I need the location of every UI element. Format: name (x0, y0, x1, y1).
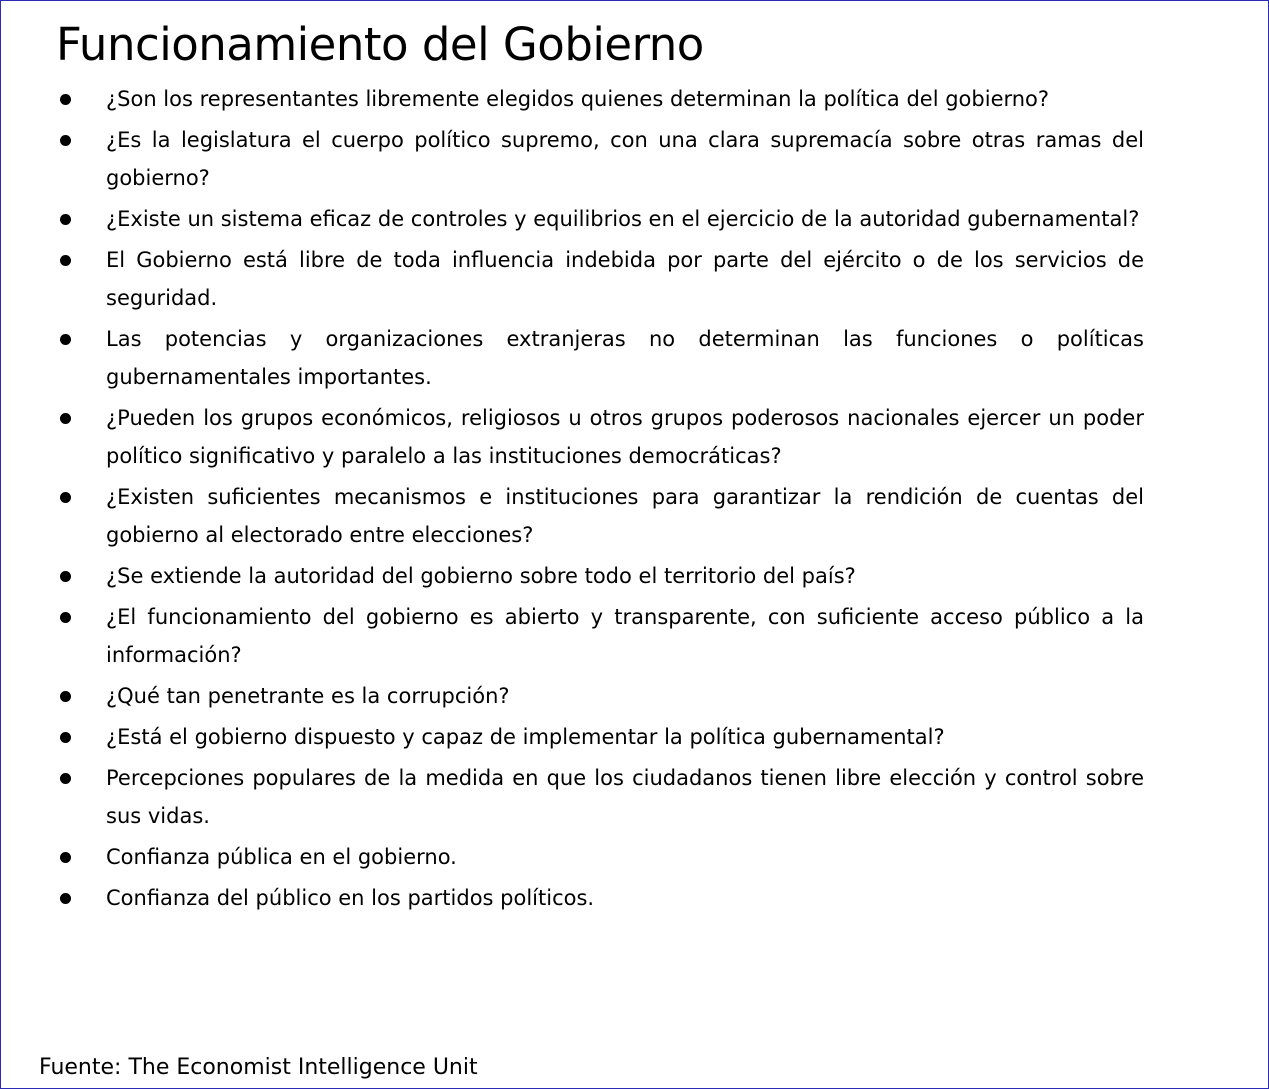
bullet-icon (60, 135, 71, 146)
bullet-icon (60, 214, 71, 225)
list-item (56, 838, 1144, 876)
list-item-text: Confianza pública en el gobierno. (106, 845, 457, 869)
list-item-text: ¿Se extiende la autoridad del gobierno sobre todo el territorio del país? (106, 564, 856, 588)
bullet-icon (60, 255, 71, 266)
bullet-icon (60, 413, 71, 424)
list-item-text: ¿Está el gobierno dispuesto y capaz de implementar la política gubernamental? (106, 725, 945, 749)
list-item (56, 677, 1144, 715)
list-item (56, 557, 1144, 595)
bullet-icon (60, 334, 71, 345)
list-item (56, 478, 1144, 554)
list-item-text: ¿Qué tan penetrante es la corrupción? (106, 684, 510, 708)
list-item (56, 320, 1144, 396)
list-item (56, 200, 1144, 238)
bullet-icon (60, 732, 71, 743)
bullet-icon (60, 852, 71, 863)
list-item (56, 879, 1144, 917)
list-item (56, 399, 1144, 475)
bullet-icon (60, 773, 71, 784)
list-item-text: ¿Existen suficientes mecanismos e instituciones para garantizar la rendición de cuentas del gobierno al electorado entre elecciones? (106, 485, 1144, 547)
list-item-text: ¿Existe un sistema eficaz de controles y equilibrios en el ejercicio de la autoridad gubernamental? (106, 207, 1140, 231)
list-item (56, 718, 1144, 756)
bullet-icon (60, 612, 71, 623)
bullet-icon (60, 691, 71, 702)
list-item-text: ¿Son los representantes libremente elegidos quienes determinan la política del gobierno? (106, 87, 1050, 111)
list-item (56, 241, 1144, 317)
list-item-text: Confianza del público en los partidos políticos. (106, 886, 595, 910)
page-title: Funcionamiento del Gobierno (56, 18, 704, 71)
list-item-text: Percepciones populares de la medida en que los ciudadanos tienen libre elección y control sobre sus vidas. (106, 766, 1144, 828)
bullet-list (56, 80, 1144, 920)
list-item (56, 759, 1144, 835)
source-note: Fuente: The Economist Intelligence Unit (39, 1055, 478, 1080)
bullet-icon (60, 492, 71, 503)
list-item-text: Las potencias y organizaciones extranjeras no determinan las funciones o políticas gubernamentales importantes. (106, 327, 1144, 389)
list-item (56, 598, 1144, 674)
list-item-text: ¿Pueden los grupos económicos, religiosos u otros grupos poderosos nacionales ejercer un poder político significativo y paralelo a las instituciones democráticas? (106, 406, 1144, 468)
bullet-icon (60, 893, 71, 904)
list-item (56, 80, 1144, 118)
bullet-icon (60, 571, 71, 582)
list-item (56, 121, 1144, 197)
list-item-text: ¿El funcionamiento del gobierno es abierto y transparente, con suficiente acceso público a la información? (106, 605, 1144, 667)
list-item-text: El Gobierno está libre de toda influencia indebida por parte del ejército o de los servicios de seguridad. (106, 248, 1144, 310)
bullet-icon (60, 94, 71, 105)
list-item-text: ¿Es la legislatura el cuerpo político supremo, con una clara supremacía sobre otras ramas del gobierno? (106, 128, 1144, 190)
